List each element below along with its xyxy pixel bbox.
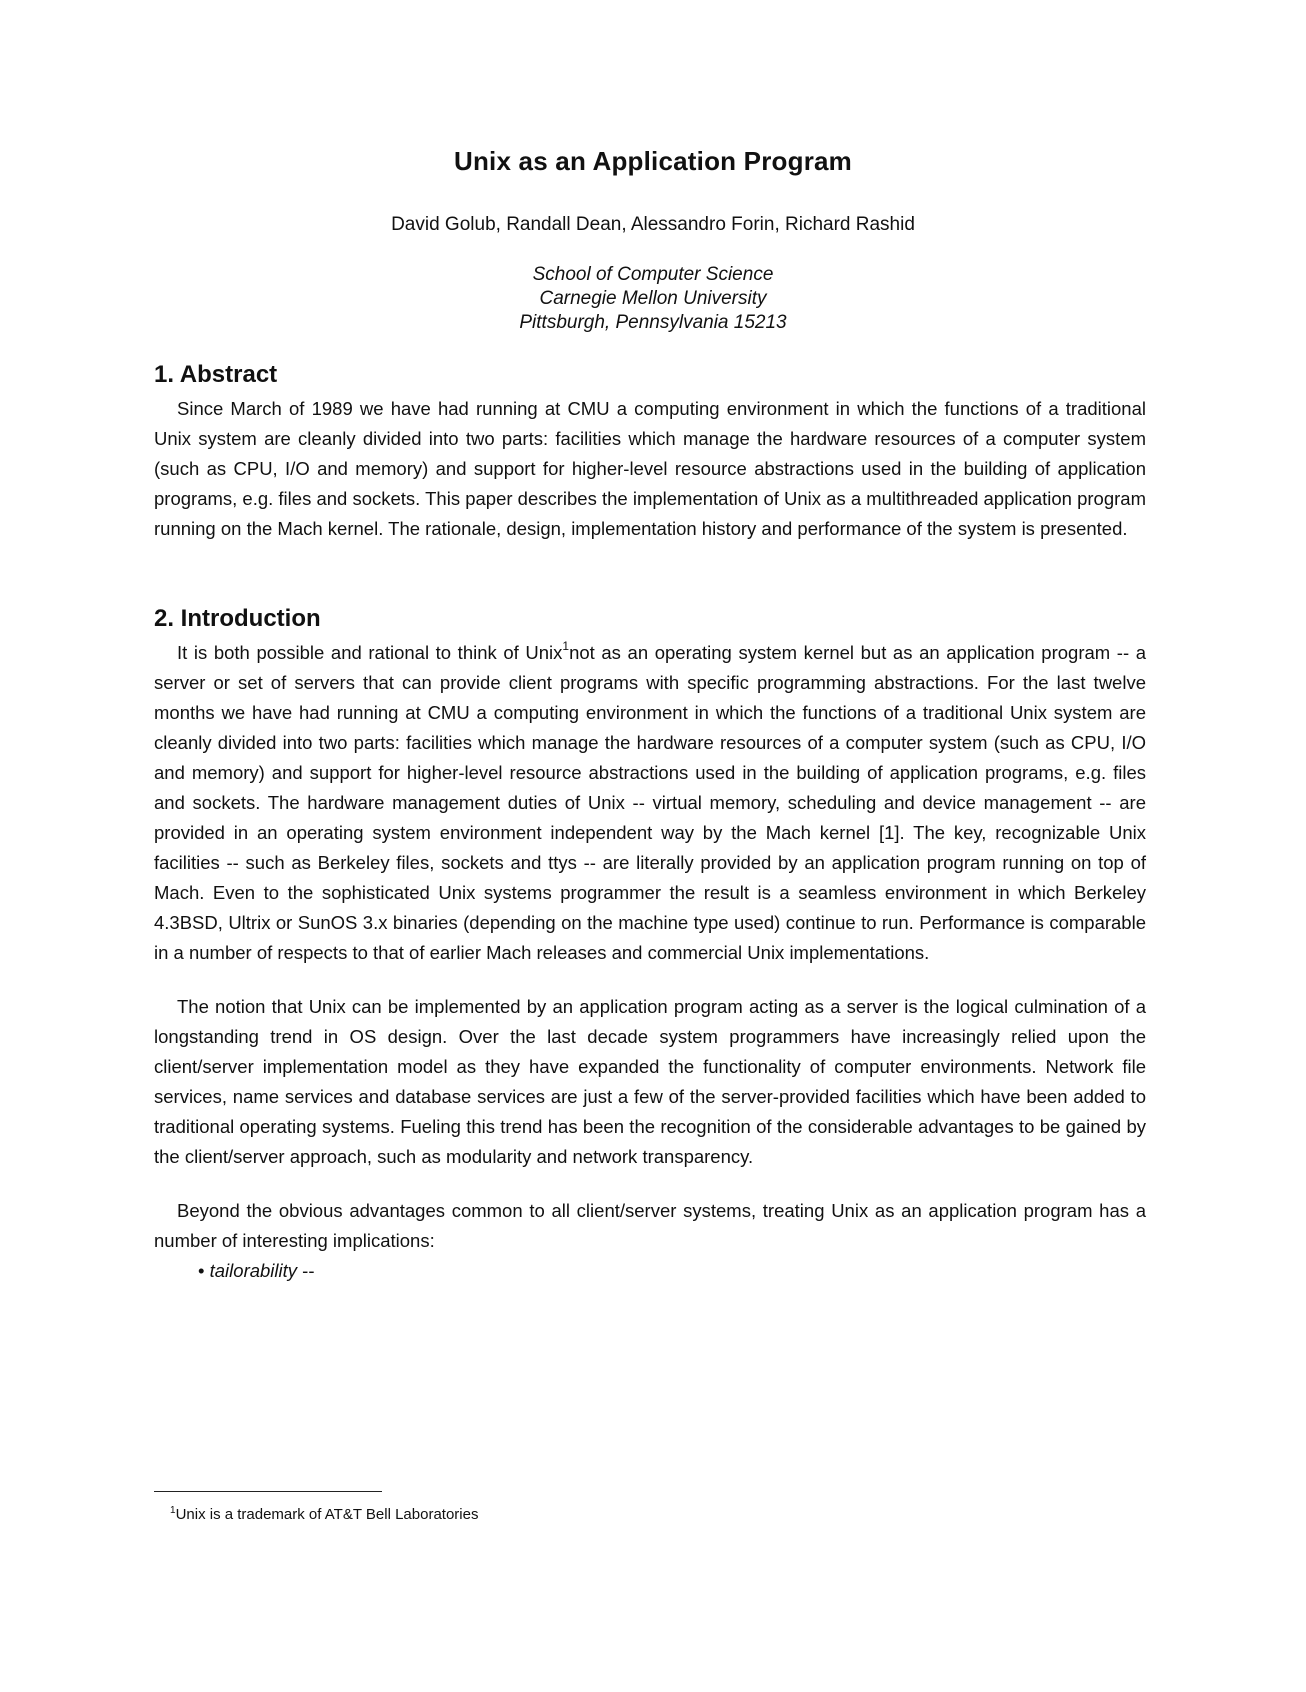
bullet-term: tailorability [209, 1260, 298, 1281]
affiliation-block [0, 263, 1306, 335]
abstract-section [154, 360, 1146, 544]
intro-p1-start: It is both possible and rational to think of Unix [177, 642, 563, 663]
intro-paragraph-2: The notion that Unix can be implemented by an application program acting as a server is the logical culmination of a longstanding trend in OS design. Over the last decade system programmers have increasingly relied upon the client/server implementation model as they have expanded the functionality of computer environments. Network file services, name services and database services are just a few of the server-provided facilities which have been added to traditional operating systems. Fueling this trend has been the recognition of the considerable advantages to be gained by the client/server approach, such as modularity and network transparency. [154, 996, 1146, 1167]
abstract-heading: 1. Abstract [154, 361, 278, 388]
affiliation-university: Carnegie Mellon University [539, 288, 767, 309]
footnote-ref-1[interactable]: 1 [562, 639, 570, 653]
footnote-divider [154, 1491, 382, 1492]
introduction-heading: 2. Introduction [154, 605, 321, 632]
footnote-text: Unix is a trademark of AT&T Bell Laboratories [175, 1506, 479, 1523]
footnote-mark: 1 [170, 1505, 176, 1516]
intro-p1-rest: not as an operating system kernel but as an application program -- a server or set of servers that can provide client programs with specific programming abstractions. For the last twelve months we have had running at CMU a computing environment in which the functions of a traditional Unix system are cleanly divided into two parts: facilities which manage the hardware resources of a computer system (such as CPU, I/O and memory) and support for higher-level resource abstractions used in the building of application programs, e.g. files and sockets. The hardware management duties of Unix -- virtual memory, scheduling and device management -- are provided in an operating system environment independent way by the Mach kernel [1]. The key, recognizable Unix facilities -- such as Berkeley files, sockets and ttys -- are literally provided by an application program running on top of Mach. Even to the sophisticated Unix systems programmer the result is a seamless environment in which Berkeley 4.3BSD, Ultrix or SunOS 3.x binaries (depending on the machine type used) continue to run. Performance is comparable in a number of respects to that of earlier Mach releases and commercial Unix implementations. [154, 642, 1146, 963]
paper-title: Unix as an Application Program [453, 146, 852, 176]
affiliation-address: Pittsburgh, Pennsylvania 15213 [519, 312, 787, 333]
footnote [170, 1506, 478, 1523]
intro-paragraph-1 [154, 638, 1146, 968]
abstract-paragraph: Since March of 1989 we have had running at CMU a computing environment in which the functions of a traditional Unix system are cleanly divided into two parts: facilities which manage the hardware resources of a computer system (such as CPU, I/O and memory) and support for higher-level resource abstractions used in the building of application programs, e.g. files and sockets. This paper describes the implementation of Unix as a multithreaded application program running on the Mach kernel. The rationale, design, implementation history and performance of the system is presented. [154, 398, 1146, 539]
author-list: David Golub, Randall Dean, Alessandro Forin, Richard Rashid [391, 214, 915, 235]
bullet-dot: • [198, 1260, 205, 1281]
affiliation-school: School of Computer Science [532, 264, 774, 285]
bullet-rest: -- [297, 1260, 315, 1281]
bullet-item-tailorability [154, 1256, 1146, 1286]
introduction-section [154, 604, 1146, 1286]
intro-paragraph-3: Beyond the obvious advantages common to all client/server systems, treating Unix as an application program has a number of interesting implications: [154, 1200, 1146, 1251]
